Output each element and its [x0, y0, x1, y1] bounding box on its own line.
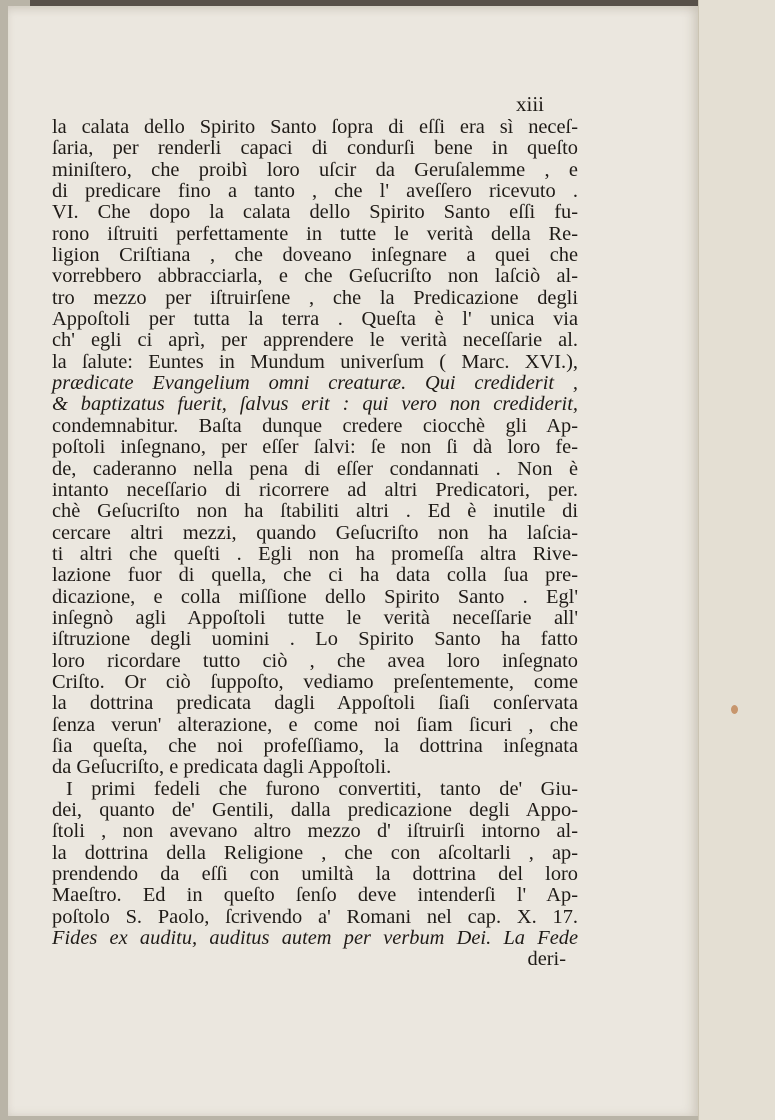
text-line: lazione fuor di quella, che ci ha data colla ſua pre- — [52, 564, 578, 587]
text-line: ſtoli , non avevano altro mezzo d' iſtruirſi intorno al- — [52, 820, 578, 843]
text-line: loro ricordare tutto ciò , che avea loro inſegnato — [52, 649, 578, 672]
text-line: cercare altri mezzi, quando Geſucriſto non ha laſcia- — [52, 521, 578, 544]
text-line: chè Geſucriſto non ha ſtabiliti altri . Ed è inutile di — [52, 500, 578, 523]
text-line: da Geſucriſto, e predicata dagli Appoſtoli. — [52, 756, 392, 779]
text-line: ti altri che queſti . Egli non ha promeſſa altra Rive- — [52, 542, 578, 565]
text-line: ſenza verun' alterazione, e come noi ſiam ſicuri , che — [52, 713, 578, 736]
text-line: inſegnò agli Appoſtoli tutte le verità neceſſarie all' — [52, 606, 578, 629]
text-line: dei, quanto de' Gentili, dalla predicazione degli Appo- — [52, 799, 578, 821]
text-line: VI. Che dopo la calata dello Spirito Santo eſſi fu- — [52, 201, 578, 224]
text-line: de, caderanno nella pena di eſſer condannati . Non è — [52, 457, 578, 480]
text-line: di predicare fino a tanto , che l' aveſſero ricevuto . — [52, 180, 578, 203]
text-line: miniſtero, che proibì loro uſcir da Geruſalemme , e — [52, 158, 578, 181]
text-line: la dottrina predicata dagli Appoſtoli ſiaſi conſervata — [52, 692, 578, 715]
text-line: poſtoli inſegnano, per eſſer ſalvi: ſe non ſi dà loro fe- — [52, 436, 578, 459]
text-line: rono iſtruiti perfettamente in tutte le verità della Re- — [52, 222, 578, 245]
body-text — [52, 117, 578, 971]
text-line: ſaria, per renderli capaci di condurſi bene in queſto — [52, 137, 578, 160]
paper-stain — [731, 705, 738, 714]
text-line: Criſto. Or ciò ſuppoſto, vediamo preſentemente, come — [52, 670, 578, 693]
text-line: prendendo da eſſi con umiltà la dottrina del loro — [52, 863, 578, 886]
text-line: tro mezzo per iſtruirſene , che la Predicazione degli — [52, 286, 578, 309]
facing-page-edge — [698, 0, 775, 1120]
text-line: poſtolo S. Paolo, ſcrivendo a' Romani nel cap. X. 17. — [52, 905, 578, 928]
text-line: la ſalute: Euntes in Mundum univerſum ( Marc. XVI.), — [52, 350, 578, 373]
text-line: ligion Criſtiana , che doveano inſegnare a quei che — [52, 244, 578, 267]
text-line: ſia queſta, che noi profeſſiamo, la dottrina inſegnata — [52, 734, 578, 757]
text-line: la dottrina della Religione , che con aſcoltarli , ap- — [52, 841, 578, 864]
text-line: prædicate Evangelium omni creaturæ. Qui crediderit , — [52, 372, 578, 395]
text-line: & baptizatus fuerit, ſalvus erit : qui vero non crediderit, — [52, 393, 578, 416]
text-line: I primi fedeli che furono convertiti, tanto de' Giu- — [66, 777, 578, 800]
text-line: ch' egli ci aprì, per apprendere le verità neceſſarie al. — [52, 329, 578, 352]
text-line: Fides ex auditu, auditus autem per verbum Dei. La Fede — [52, 927, 578, 950]
text-line: intanto neceſſario di ricorrere ad altri Predicatori, per. — [52, 478, 578, 501]
text-line: la calata dello Spirito Santo ſopra di eſſi era sì neceſ- — [52, 116, 578, 138]
text-line: Appoſtoli per tutta la terra . Queſta è l' unica via — [52, 308, 578, 331]
text-line: dicazione, e colla miſſione dello Spirito Santo . Egl' — [52, 585, 578, 608]
page-number: xiii — [516, 92, 545, 116]
catchword: deri- — [527, 948, 566, 971]
text-line: iſtruzione degli uomini . Lo Spirito Santo ha fatto — [52, 628, 578, 651]
text-line: Maeſtro. Ed in queſto ſenſo deve intenderſi l' Ap- — [52, 884, 578, 907]
text-line: vorrebbero abbracciarla, e che Geſucriſto non laſciò al- — [52, 265, 578, 288]
text-line: condemnabitur. Baſta dunque credere ciocchè gli Ap- — [52, 414, 578, 437]
